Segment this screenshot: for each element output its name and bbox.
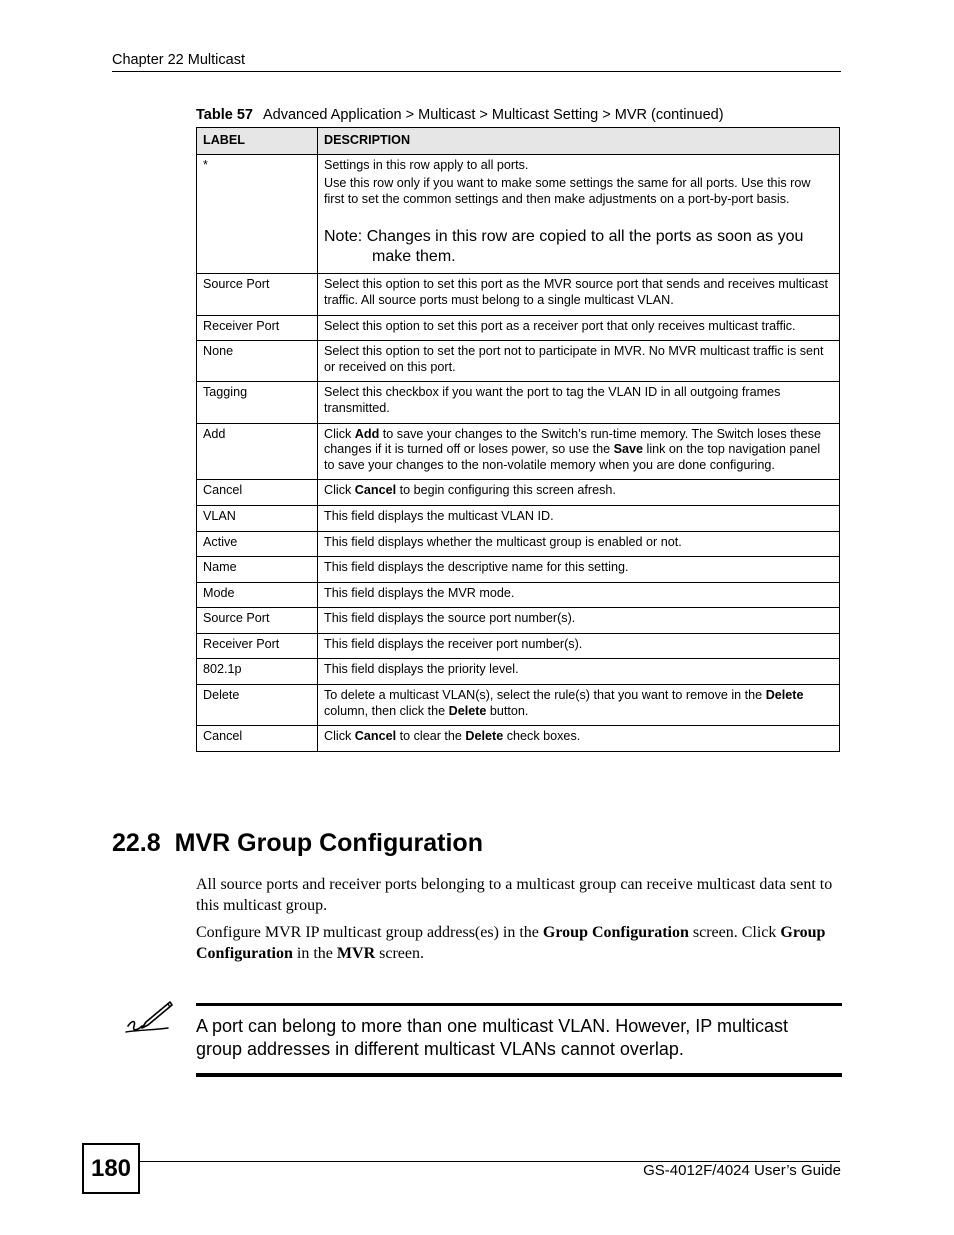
column-header-description: DESCRIPTION — [318, 128, 840, 155]
row-description: Click Cancel to clear the Delete check boxes. — [318, 726, 840, 752]
bold-term: Cancel — [354, 729, 397, 744]
bold-term: Delete — [765, 688, 804, 703]
table-row — [197, 423, 840, 480]
table-row — [197, 382, 840, 423]
row-label: Receiver Port — [197, 315, 318, 341]
table-row — [197, 154, 840, 274]
row-description: This field displays the multicast VLAN ID. — [318, 505, 840, 531]
row-description: Click Cancel to begin configuring this screen afresh. — [318, 480, 840, 506]
column-header-label: LABEL — [197, 128, 318, 155]
table-row — [197, 582, 840, 608]
note-text: Note: Changes in this row are copied to all the ports as soon as you make them. — [324, 228, 804, 266]
description-paragraph: Use this row only if you want to make some settings the same for all ports. Use this row first to set the common settings and then make adjustments on a port-by-port basis. — [324, 176, 811, 206]
row-description: This field displays whether the multicast group is enabled or not. — [318, 531, 840, 557]
table-row — [197, 274, 840, 315]
header-rule — [112, 71, 841, 72]
row-description — [318, 154, 840, 274]
table-number: Table 57 — [196, 107, 253, 123]
table-caption — [196, 107, 724, 123]
row-description: Click Add to save your changes to the Switch’s run-time memory. The Switch loses these changes if it is turned off or loses power, so use the Save link on the top navigation panel to save your changes to the non-volatile memory when you are done configuring. — [318, 423, 840, 480]
bold-term: Add — [354, 426, 380, 441]
row-description: To delete a multicast VLAN(s), select the rule(s) that you want to remove in the Delete column, then click the Delete button. — [318, 685, 840, 726]
pen-writing-icon — [124, 1000, 174, 1036]
row-description: Select this option to set this port as the MVR source port that sends and receives multicast traffic. All source ports must belong to a single multicast VLAN. — [318, 274, 840, 315]
row-label: Source Port — [197, 274, 318, 315]
row-description: This field displays the descriptive name for this setting. — [318, 557, 840, 583]
running-header: Chapter 22 Multicast — [112, 52, 245, 68]
row-label: Mode — [197, 582, 318, 608]
bold-term: Delete — [448, 703, 487, 718]
row-label: Name — [197, 557, 318, 583]
row-label: Receiver Port — [197, 633, 318, 659]
table-row — [197, 505, 840, 531]
bold-term: Cancel — [354, 483, 397, 498]
table-row — [197, 557, 840, 583]
table-title: Advanced Application > Multicast > Multicast Setting > MVR (continued) — [262, 107, 724, 123]
row-description: This field displays the MVR mode. — [318, 582, 840, 608]
row-label: Tagging — [197, 382, 318, 423]
description-table — [196, 127, 840, 752]
description-paragraph: Settings in this row apply to all ports. — [324, 157, 529, 172]
row-label: VLAN — [197, 505, 318, 531]
table-row — [197, 315, 840, 341]
row-description: Select this checkbox if you want the port to tag the VLAN ID in all outgoing frames transmitted. — [318, 382, 840, 423]
bold-term: Save — [613, 442, 644, 457]
row-label: Cancel — [197, 726, 318, 752]
page-number: 180 — [82, 1143, 140, 1194]
body-paragraph: All source ports and receiver ports belonging to a multicast group can receive multicast data sent to this multicast group. — [196, 876, 833, 914]
table-row — [197, 685, 840, 726]
note-box-text: A port can belong to more than one multicast VLAN. However, IP multicast group addresses in different multicast VLANs cannot overlap. — [196, 1016, 788, 1059]
table-row — [197, 608, 840, 634]
row-description: Select this option to set the port not to participate in MVR. No MVR multicast traffic is sent or received on this port. — [318, 341, 840, 382]
table-row — [197, 480, 840, 506]
section-heading — [112, 829, 483, 858]
row-label: Source Port — [197, 608, 318, 634]
row-description: This field displays the priority level. — [318, 659, 840, 685]
guide-title: GS-4012F/4024 User’s Guide — [643, 1162, 841, 1179]
table-row — [197, 659, 840, 685]
table-header-row — [197, 128, 840, 155]
body-paragraph: Configure MVR IP multicast group address(es) in the Group Configuration screen. Click Group Configuration in the MVR screen. — [196, 924, 826, 962]
table-row — [197, 531, 840, 557]
table-row — [197, 341, 840, 382]
row-description: Select this option to set this port as a receiver port that only receives multicast traffic. — [318, 315, 840, 341]
row-label: 802.1p — [197, 659, 318, 685]
bold-term: Delete — [465, 729, 504, 744]
row-description: This field displays the receiver port number(s). — [318, 633, 840, 659]
bold-term: Group Configuration — [542, 924, 689, 941]
row-label: Active — [197, 531, 318, 557]
section-number: 22.8 — [112, 829, 161, 857]
bold-term: MVR — [336, 944, 376, 962]
section-title: MVR Group Configuration — [174, 829, 483, 857]
row-label: Cancel — [197, 480, 318, 506]
table-row — [197, 726, 840, 752]
row-label: Add — [197, 423, 318, 480]
row-description: This field displays the source port number(s). — [318, 608, 840, 634]
row-label: None — [197, 341, 318, 382]
bold-term: Group Configuration — [196, 924, 826, 962]
row-label: Delete — [197, 685, 318, 726]
row-label: * — [197, 154, 318, 274]
table-row — [197, 633, 840, 659]
